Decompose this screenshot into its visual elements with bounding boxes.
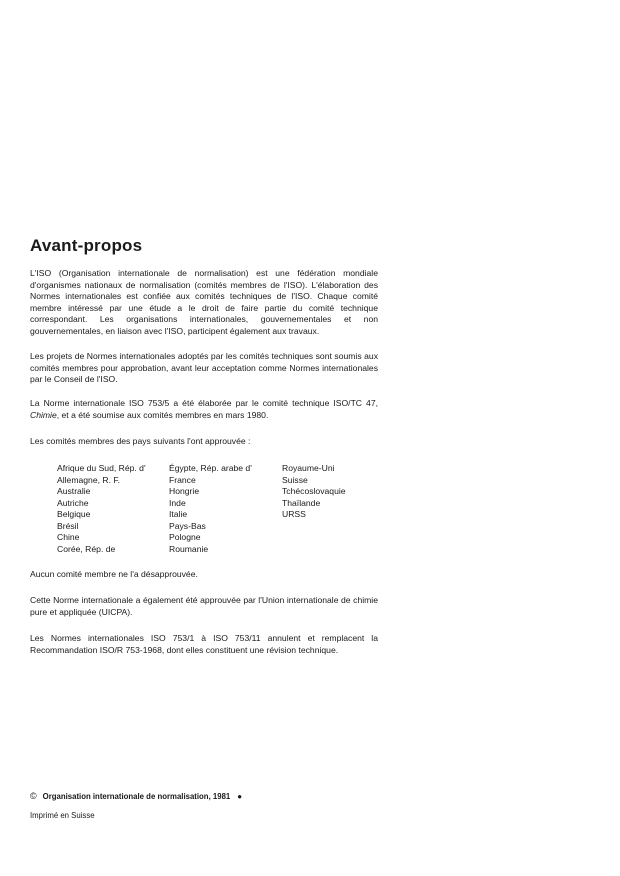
paragraph-standard-origin-part1: La Norme internationale ISO 753/5 a été élaborée par le comité technique ISO/TC 47, (30, 398, 378, 408)
country-item: Autriche (57, 497, 89, 508)
paragraph-iso-description: L'ISO (Organisation internationale de normalisation) est une fédération mondiale d'organismes nationaux de normalisation (comités membres de l'ISO). L'élaboration des Normes internationales est confiée aux comités techniques de l'ISO. Chaque comité membre intéressé par une étude a le droit de faire partie du comité technique correspondant. Les organisations internationales, gouvernementales et non gouvernementales, en liaison avec l'ISO, participent également aux travaux. (30, 268, 378, 336)
copyright-organisation: Organisation internationale de normalisation, 1981 (42, 792, 231, 801)
country-item: Australie (57, 486, 91, 496)
country-list-column-1 (57, 463, 146, 555)
country-item: Inde (169, 497, 186, 508)
committee-name: Chimie (30, 409, 57, 420)
country-list-column-3 (282, 463, 346, 521)
paragraph-supersedes: Les Normes internationales ISO 753/1 à ISO 753/11 annulent et remplacent la Recommandation ISO/R 753-1968, dont elles constituent une révision technique. (30, 633, 378, 655)
country-item: France (169, 474, 196, 485)
country-item: URSS (282, 509, 306, 519)
country-item: Royaume-Uni (282, 463, 335, 473)
country-item: Chine (57, 532, 80, 542)
country-item: Suisse (282, 474, 308, 485)
country-item: Italie (169, 509, 188, 519)
country-list-column-2 (169, 463, 252, 555)
paragraph-draft-approval: Les projets de Normes internationales adoptés par les comités techniques sont soumis aux comités membres pour approbation, avant leur acceptation comme Normes internationales par le Conseil de l'ISO. (30, 351, 378, 385)
printed-in: Imprimé en Suisse (30, 811, 95, 820)
country-item: Belgique (57, 509, 91, 519)
country-item: Tchécoslovaquie (282, 486, 346, 496)
country-item: Égypte, Rép. arabe d' (169, 463, 252, 473)
paragraph-standard-origin (30, 398, 378, 421)
paragraph-iupac-approval: Cette Norme internationale a également été approuvée par l'Union internationale de chimie pure et appliquée (UICPA). (30, 595, 378, 617)
country-item: Pologne (169, 532, 201, 542)
page-title: Avant-propos (30, 236, 143, 255)
paragraph-standard-origin-part2: , et a été soumise aux comités membres en mars 1980. (56, 409, 269, 420)
country-item: Corée, Rép. de (57, 543, 116, 554)
country-item: Pays-Bas (169, 520, 206, 531)
copyright-line (30, 791, 242, 801)
country-item: Brésil (57, 520, 79, 531)
paragraph-approving-members: Les comités membres des pays suivants l'ont approuvée : (30, 436, 251, 446)
country-item: Thaïlande (282, 497, 321, 508)
bullet-icon: ● (237, 792, 243, 801)
copyright-icon: © (30, 791, 37, 801)
country-item: Roumanie (169, 543, 209, 554)
country-item: Afrique du Sud, Rép. d' (57, 463, 146, 473)
country-item: Allemagne, R. F. (57, 474, 121, 485)
country-item: Hongrie (169, 486, 200, 496)
paragraph-no-disapproval: Aucun comité membre ne l'a désapprouvée. (30, 569, 198, 579)
